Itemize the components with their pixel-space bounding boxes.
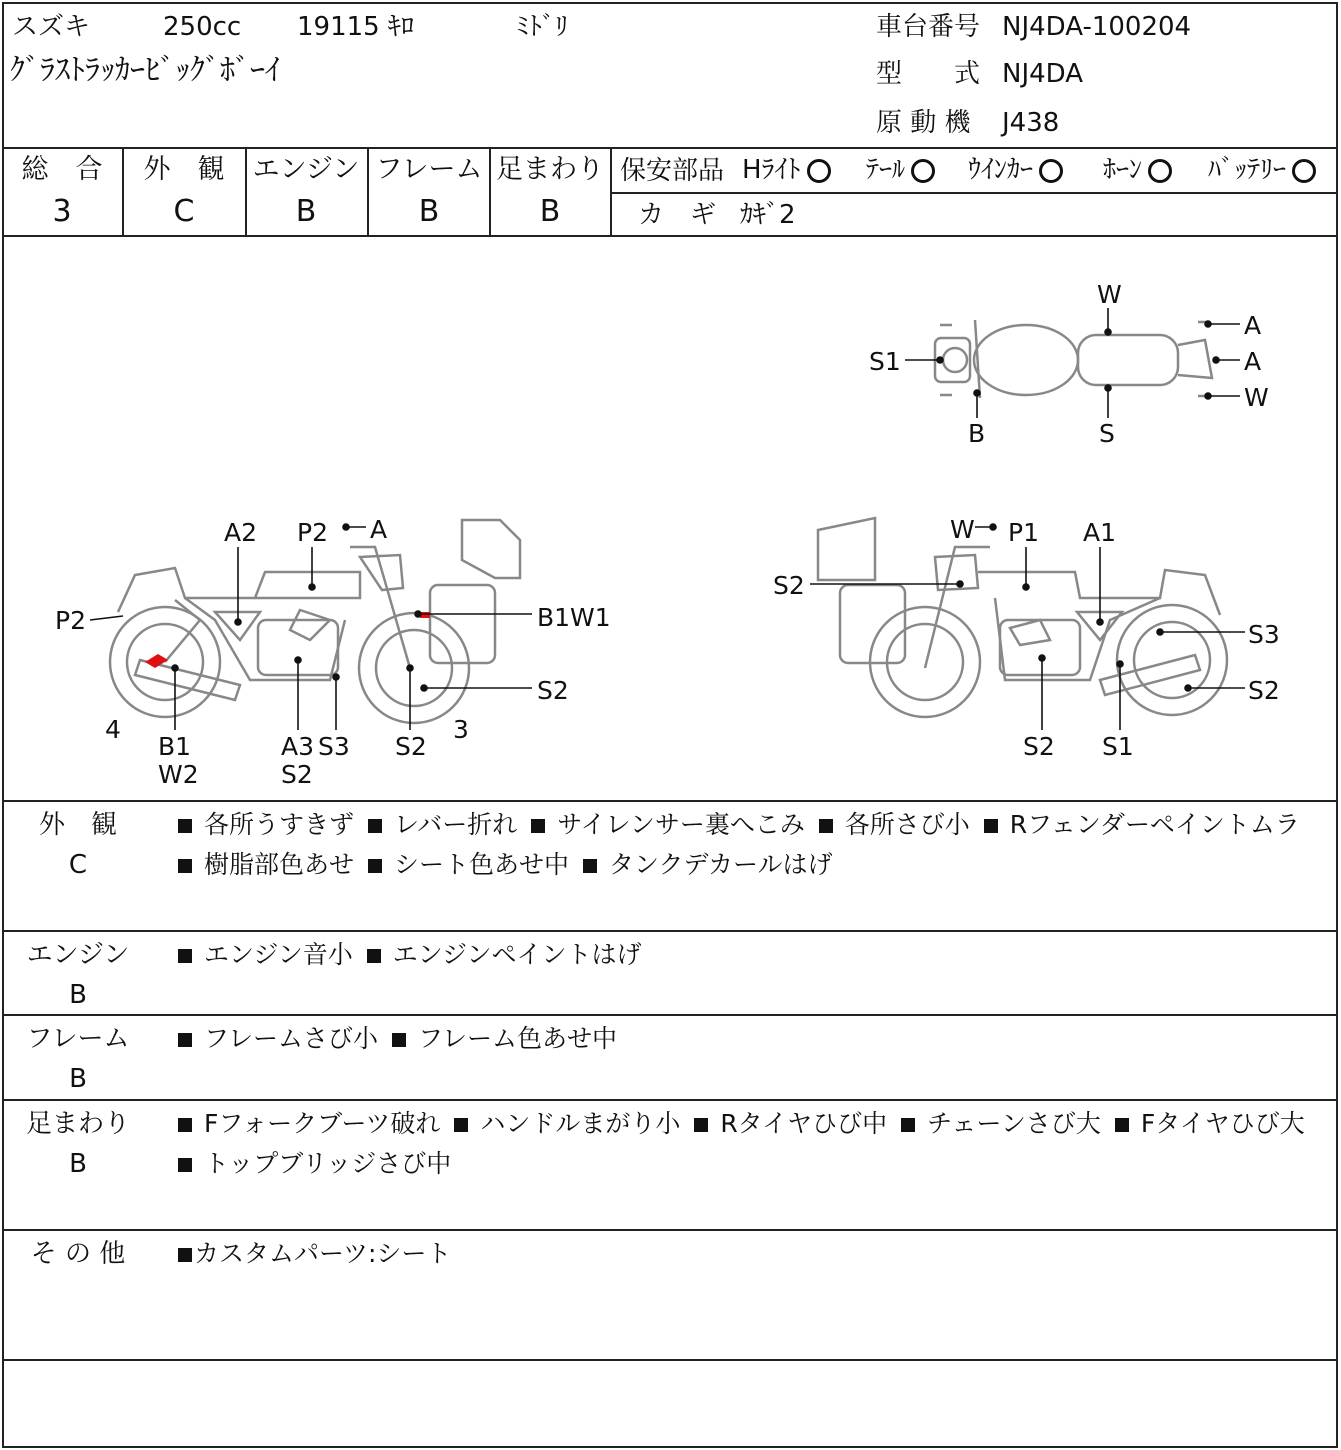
section-exterior-label: 外 観 [38,810,117,840]
bullet-icon [178,819,192,833]
bullet-icon [984,819,998,833]
diagram-label: P2 [297,518,328,547]
type-value: NJ4DA [1002,59,1084,89]
diagram-label: S [1099,419,1115,448]
bullet-icon [392,1033,406,1047]
diagram-label: B1 [158,732,192,761]
diagram-label: S2 [537,676,569,705]
maker: スズキ [12,12,91,42]
chassis-value: NJ4DA-100204 [1002,12,1192,42]
section-exterior-grade: C [68,850,88,880]
chassis-label: 車台番号 [876,12,981,42]
bullet-icon [367,949,381,963]
section-suspension-notes: Fフォークブーツ破れ ハンドルまがり小 Rタイヤひび中 チェーンさび大 Fタイヤひび大 トップブリッジさび中 [172,1104,1322,1184]
safety-item-battery: ﾊﾞｯﾃﾘｰ [1208,157,1316,183]
diagram-label: W [1244,383,1269,412]
bullet-icon [178,1033,192,1047]
bullet-icon [1115,1118,1129,1132]
bullet-icon [531,819,545,833]
bullet-icon [178,859,192,873]
diagram-label: 3 [453,715,469,744]
key-value: ｶｷﾞ2 [740,200,796,230]
section-engine-grade: B [69,980,87,1010]
right-side-bike-illustration [818,515,1227,717]
bullet-icon [694,1118,708,1132]
type-label: 型 式 [876,59,981,89]
diagram-label: S1 [869,347,901,376]
left-side-bike-illustration [110,520,520,723]
diagram-label: S2 [773,571,805,600]
diagram-label: P2 [55,606,86,635]
diagram-label: 4 [105,715,121,744]
section-other-notes: カスタムパーツ:シート [172,1234,1322,1274]
divider [2,1229,1338,1231]
diagram-label: W2 [158,760,199,789]
section-suspension-grade: B [69,1149,87,1179]
model-name: ｸﾞﾗｽﾄﾗｯｶｰﾋﾞｯｸﾞﾎﾞｰｲ [10,53,280,88]
color: ﾐﾄﾞﾘ [516,12,569,42]
engine-label: 原 動 機 [876,108,971,138]
divider [2,1099,1338,1101]
diagram-label: A [1244,311,1262,340]
bullet-icon [901,1118,915,1132]
safety-item-horn: ﾎｰﾝ [1103,157,1172,183]
mileage: 19115 ｷﾛ [297,12,414,42]
grade-exterior-value: C [173,194,195,229]
diagram-label: W [950,515,975,544]
bullet-icon [819,819,833,833]
engine-value: J438 [1002,108,1060,138]
bullet-icon [178,949,192,963]
grade-engine-value: B [295,194,317,229]
diagram-label: S2 [1023,732,1055,761]
diagram-label: S3 [1248,620,1280,649]
grade-exterior-label: 外 観 [143,154,225,185]
diagram-label: S3 [318,732,350,761]
grade-engine-label: エンジン [252,154,360,185]
diagram-label: B [968,419,986,448]
divider [2,1359,1338,1361]
bullet-icon [368,859,382,873]
safety-item-winker: ｳｲﾝｶｰ [968,157,1063,183]
section-frame-label: フレーム [26,1024,130,1054]
bullet-icon [178,1248,192,1262]
grade-frame-label: フレーム [375,154,483,185]
diagram-label: S2 [281,760,313,789]
diagram-label: A [1244,347,1262,376]
grade-suspension-label: 足まわり [496,154,604,185]
grade-overall-value: 3 [52,194,72,229]
diagram-label: W [1097,280,1122,309]
top-view-bike-illustration [935,320,1212,398]
section-frame-notes: フレームさび小 フレーム色あせ中 [172,1019,1322,1059]
diagram-label: B1W1 [537,603,611,632]
diagram-label: P1 [1008,518,1039,547]
section-suspension-label: 足まわり [25,1109,130,1139]
diagram-label: A3 [281,732,315,761]
displacement: 250cc [163,12,242,42]
bullet-icon [178,1158,192,1172]
section-exterior-notes: 各所うすきず レバー折れ サイレンサー裏へこみ 各所さび小 Rフェンダーペイントムラ 樹脂部色あせ シート色あせ中 タンクデカールはげ [172,805,1322,885]
bullet-icon [368,819,382,833]
bullet-icon [454,1118,468,1132]
section-engine-notes: エンジン音小 エンジンペイントはげ [172,935,1322,975]
diagram-label: A [370,515,388,544]
divider [2,1014,1338,1016]
diagram-label: S1 [1102,732,1134,761]
section-engine-label: エンジン [26,940,130,970]
diagram-label: A2 [224,518,258,547]
bullet-icon [178,1118,192,1132]
diagram-label: S2 [395,732,427,761]
divider [2,930,1338,932]
safety-parts-label: 保安部品 [620,156,725,186]
grade-overall-label: 総 合 [21,154,103,185]
diagram-label: S2 [1248,676,1280,705]
bullet-icon [583,859,597,873]
grade-suspension-value: B [539,194,561,229]
safety-item-headlight: Hﾗｲﾄ [742,157,831,183]
section-other-label: そ の 他 [30,1239,126,1269]
section-frame-grade: B [69,1064,87,1094]
diagram-label: A1 [1083,518,1117,547]
safety-item-tail: ﾃｰﾙ [866,157,935,183]
grade-frame-value: B [418,194,440,229]
key-label: カ ギ [638,200,717,230]
divider [2,800,1338,802]
